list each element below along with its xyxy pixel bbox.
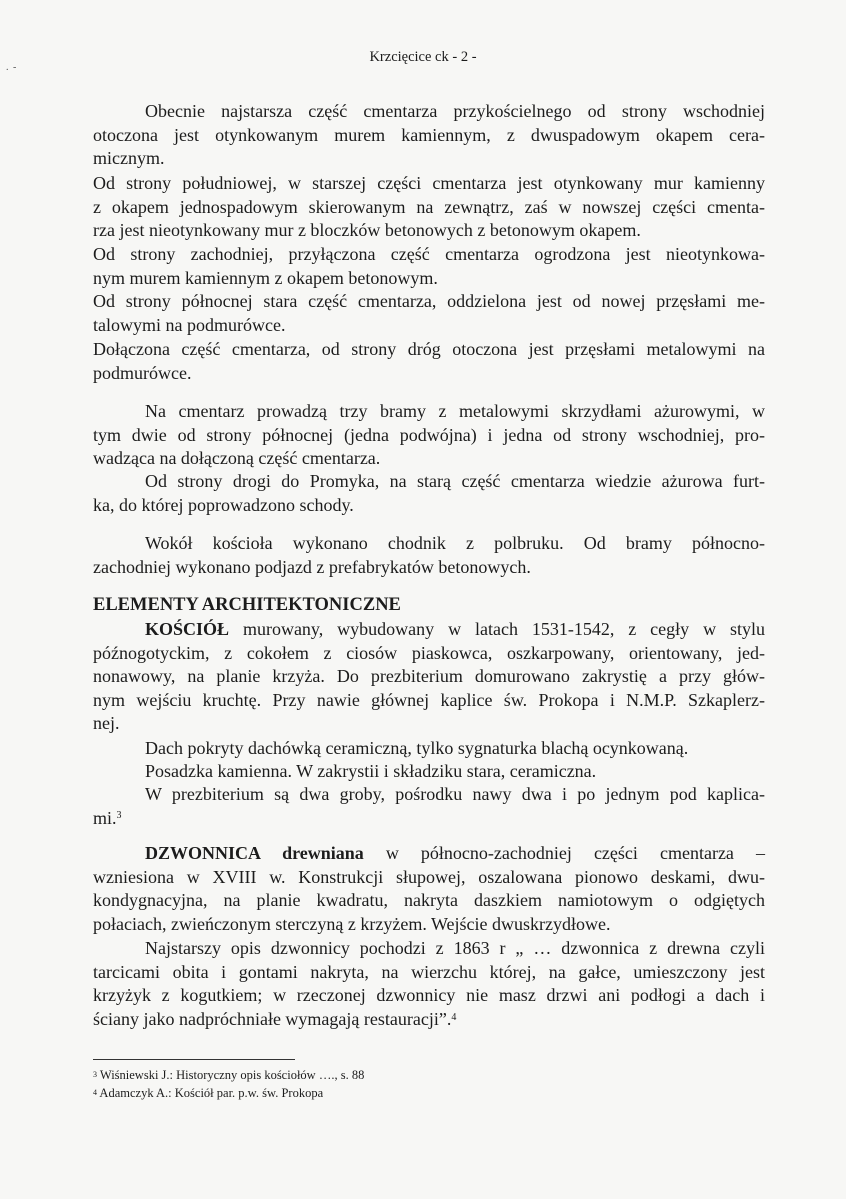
- text-line: połaciach, zwieńczonym sterczyną z krzyżem. Wejście dwuskrzydłowe.: [93, 913, 611, 934]
- text-line: nonawowy, na planie krzyża. Do prezbiterium domurowano zakrystię a przy głów-: [93, 666, 765, 687]
- text-line: rza jest nieotynkowany mur z bloczków betonowych z betonowym okapem.: [93, 220, 641, 241]
- belfry-label: DZWONNICA drewniana: [145, 843, 364, 863]
- footnote-3: [93, 1067, 364, 1085]
- text-line: krzyżyk z kogutkiem; w rzeczonej dzwonnicy nie masz drzwi ani podłogi a dach i: [93, 985, 765, 1006]
- paragraph-church-roof: [93, 737, 765, 761]
- paragraph-gates: [93, 400, 765, 471]
- text-line: z okapem jednospadowym skierowanym na zewnątrz, zaś w nowszej części cmenta-: [93, 196, 765, 217]
- text-line: Od strony północnej stara część cmentarza, oddzielona jest od nowej przęsłami me-: [93, 291, 765, 311]
- text-line: kondygnacyjna, na planie kwadratu, nakryta daszkiem namiotowym o odgiętych: [93, 890, 765, 911]
- text-line: nym wejściu kruchtę. Przy nawie głównej kaplice św. Prokopa i N.M.P. Szkaplerz-: [93, 689, 765, 710]
- footnote-separator: [93, 1059, 295, 1060]
- paragraph-eastern-wall: [93, 100, 765, 171]
- text-line: Posadzka kamienna. W zakrystii i składziku stara, ceramiczna.: [145, 761, 597, 781]
- footnotes: [93, 1067, 364, 1102]
- footnote-text: Wiśniewski J.: Historyczny opis kościołów …., s. 88: [97, 1068, 365, 1082]
- text-line: podmurówce.: [93, 362, 192, 383]
- paragraph-wicket: [93, 470, 765, 517]
- text-line: W prezbiterium są dwa groby, pośrodku nawy dwa i po jednym pod kaplica-: [145, 784, 765, 804]
- church-label: KOŚCIÓŁ: [145, 619, 230, 639]
- text-line: micznym.: [93, 148, 165, 169]
- text-line: tarcicami obita i gontami nakryta, na wierzchu której, na gałce, umieszczony jest: [93, 961, 765, 982]
- text-line: Na cmentarz prowadzą trzy bramy z metalowymi skrzydłami ażurowymi, w: [145, 401, 765, 421]
- text-line: wadząca na dołączoną część cmentarza.: [93, 448, 381, 469]
- scan-margin-marks: . -: [6, 62, 18, 73]
- text-line: [93, 618, 765, 642]
- text-line: otoczona jest otynkowanym murem kamiennym, z dwuspadowym okapem cera-: [93, 124, 765, 145]
- footnote-text: Adamczyk A.: Kościół par. p.w. św. Prokopa: [97, 1085, 324, 1100]
- paragraph-belfry-description: [93, 937, 765, 1031]
- page-header: Krzcięcice ck - 2 -: [369, 49, 477, 65]
- church-first-line: murowany, wybudowany w latach 1531-1542, z cegły w stylu: [229, 619, 765, 639]
- paragraph-northern-wall: [93, 290, 765, 337]
- footnote-number: 4: [93, 1087, 97, 1097]
- text-line: zachodniej wykonano podjazd z prefabrykatów betonowych.: [93, 556, 531, 577]
- paragraph-pavement: [93, 532, 765, 579]
- paragraph-church-floor: [93, 760, 765, 784]
- text-line: nej.: [93, 713, 120, 734]
- paragraph-attached-part: [93, 338, 765, 385]
- text-line: [93, 1008, 765, 1032]
- text-line: Od strony zachodniej, przyłączona część cmentarza ogrodzona jest nieotynkowa-: [93, 244, 765, 264]
- text-line: Od strony południowej, w starszej części cmentarza jest otynkowany mur kamienny: [93, 173, 765, 193]
- text-line: Wokół kościoła wykonano chodnik z polbruku. Od bramy północno-: [145, 533, 765, 553]
- paragraph-church: [93, 618, 765, 736]
- text-line: Obecnie najstarsza część cmentarza przykościelnego od strony wschodniej: [145, 101, 765, 121]
- paragraph-southern-wall: [93, 172, 765, 243]
- belfry-quote-end: ściany jako nadpróchniałe wymagają restauracji”.: [93, 1008, 452, 1029]
- text-line: nym murem kamiennym z okapem betonowym.: [93, 267, 438, 288]
- text-line: późnogotyckim, z cokołem z ciosów piaskowca, oszkarpowany, orientowany, jed-: [93, 642, 765, 663]
- footnote-ref-4: 4: [451, 1011, 457, 1023]
- paragraph-belfry: [93, 842, 765, 936]
- text-line: [93, 806, 765, 830]
- footnote-4: [93, 1085, 364, 1103]
- belfry-first-line: w północno-zachodniej części cmentarza –: [363, 843, 765, 863]
- text-line: [93, 842, 765, 866]
- footnote-ref-3: 3: [116, 810, 122, 821]
- text-line: talowymi na podmurówce.: [93, 314, 286, 335]
- footnote-number: 3: [93, 1070, 97, 1079]
- text-line: Dach pokryty dachówką ceramiczną, tylko sygnaturka blachą ocynkowaną.: [145, 738, 689, 758]
- text-line: Najstarszy opis dzwonnicy pochodzi z 1863 r „ … dzwonnica z drewna czyli: [145, 938, 765, 958]
- text-line: Dołączona część cmentarza, od strony dróg otoczona jest przęsłami metalowymi na: [93, 339, 765, 359]
- text-line: wzniesiona w XVIII w. Konstrukcji słupowej, oszalowana pionowo deskami, dwu-: [93, 866, 765, 887]
- paragraph-western-wall: [93, 243, 765, 290]
- paragraph-church-graves: [93, 782, 765, 830]
- text-line: ka, do której poprowadzono schody.: [93, 494, 354, 515]
- text-line: tym dwie od strony północnej (jedna podwójna) i jedna od strony wschodniej, pro-: [93, 424, 765, 445]
- section-heading: ELEMENTY ARCHITEKTONICZNE: [93, 595, 401, 615]
- text-line: Od strony drogi do Promyka, na starą część cmentarza wiedzie ażurowa furt-: [145, 471, 765, 491]
- graves-end: mi.: [93, 808, 117, 828]
